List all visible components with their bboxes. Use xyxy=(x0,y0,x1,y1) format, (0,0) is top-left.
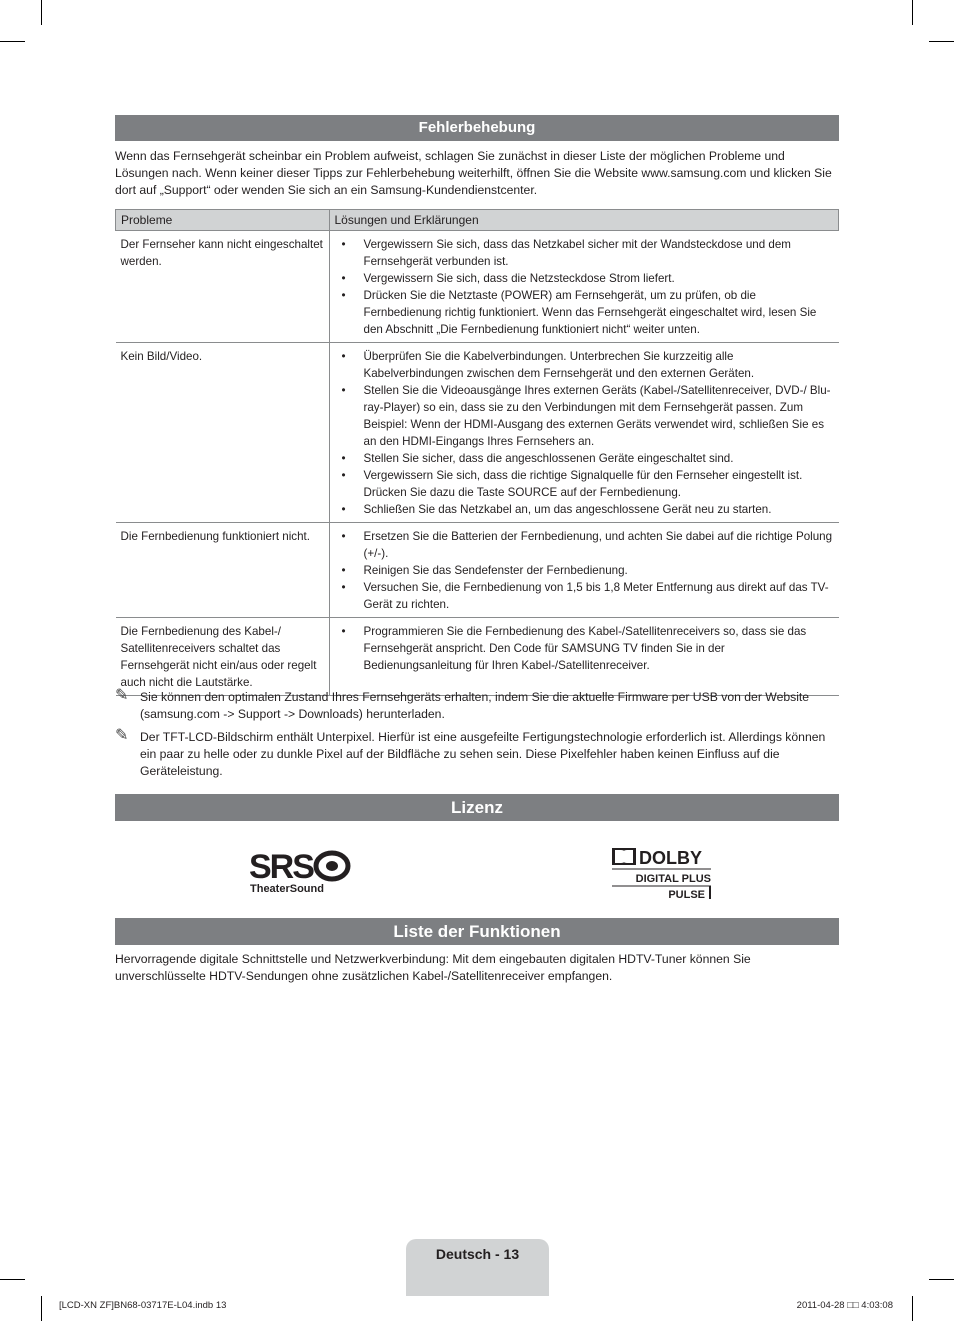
crop-mark xyxy=(929,1279,954,1280)
solution-list xyxy=(338,528,834,613)
solution-cell xyxy=(329,231,839,343)
list-item: • Versuchen Sie, die Fernbedienung von 1,5 bis 1,8 Meter Entfernung aus direkt auf das TV-Gerät zu richten. xyxy=(338,579,834,613)
print-info-right: 2011-04-28 □□ 4:03:08 xyxy=(796,1300,893,1311)
crop-mark xyxy=(41,1296,42,1321)
crop-mark xyxy=(0,41,25,42)
pencil-icon: ✎ xyxy=(115,727,129,744)
problem-cell: Die Fernbedienung des Kabel-/ Satellitenreceivers schaltet das Fernsehgerät nicht ein/aus oder regelt auch nicht die Lautstärke. xyxy=(116,618,330,696)
print-info-left: [LCD-XN ZF]BN68-03717E-L04.indb 13 xyxy=(59,1300,227,1311)
note-text: Der TFT-LCD-Bildschirm enthält Unterpixel. Hierfür ist eine ausgefeilte Fertigungstechnologie erforderlich ist. Allerdings können ein paar zu helle oder zu dunkle Pixel auf der Bildfläche zu sehen sein. Diese Pixelfehler haben keinen Einfluss auf die Geräteleistung. xyxy=(140,730,826,778)
crop-mark xyxy=(912,1296,913,1321)
pencil-icon: ✎ xyxy=(115,687,129,704)
list-item: • Vergewissern Sie sich, dass das Netzkabel sicher mit der Wandsteckdose und dem Fernsehgerät verbunden ist. xyxy=(338,236,834,270)
table-row xyxy=(116,618,839,696)
list-item: • Reinigen Sie das Sendefenster der Fernbedienung. xyxy=(338,562,834,579)
troubleshooting-table xyxy=(115,209,839,696)
solution-cell xyxy=(329,618,839,696)
table-row xyxy=(116,231,839,343)
list-item: • Ersetzen Sie die Batterien der Fernbedienung, und achten Sie dabei auf die richtige Polung (+/-). xyxy=(338,528,834,562)
list-item: • Stellen Sie sicher, dass die angeschlossenen Geräte eingeschaltet sind. xyxy=(338,450,834,467)
problem-cell: Der Fernseher kann nicht eingeschaltet werden. xyxy=(116,231,330,343)
list-item: • Stellen Sie die Videoausgänge Ihres externen Geräts (Kabel-/Satellitenreceiver, DVD-/ Blu-ray-Player) so ein, dass sie zu den Verbindungen mit dem Fernsehgerät passen. Zum Beispiel: Wenn der HDMI-Ausgang des externen Geräts verwendet wird, schließen Sie es an den HDMI-Eingangs Ihres Fernsehers an. xyxy=(338,382,834,450)
solution-cell xyxy=(329,523,839,618)
crop-mark xyxy=(0,1279,25,1280)
intro-paragraph: Wenn das Fernsehgerät scheinbar ein Problem aufweist, schlagen Sie zunächst in dieser Liste der möglichen Probleme und Lösungen nach. Wenn keiner dieser Tipps zur Fehlerbehebung weiterhilft, öffnen Sie die Website www.samsung.com und klicken Sie dort auf „Support“ oder wenden Sie sich an ein Samsung-Kundendienstcenter. xyxy=(115,149,832,197)
column-header-loesungen: Lösungen und Erklärungen xyxy=(329,210,839,231)
note-text: Sie können den optimalen Zustand Ihres Fernsehgeräts erhalten, indem Sie die aktuelle Firmware per USB von der Website (samsung.com -> Support -> Downloads) herunterladen. xyxy=(140,690,810,721)
solution-list xyxy=(338,348,834,518)
crop-mark xyxy=(41,0,42,25)
note-item xyxy=(115,729,839,780)
section-title-lizenz: Lizenz xyxy=(115,794,839,821)
page-number-tab xyxy=(406,1239,549,1296)
list-item: • Vergewissern Sie sich, dass die Netzsteckdose Strom liefert. xyxy=(338,270,834,287)
section-title-fehlerbehebung: Fehlerbehebung xyxy=(115,115,839,141)
list-item: • Drücken Sie die Netztaste (POWER) am Fernsehgerät, um zu prüfen, ob die Fernbedienung richtig funktioniert. Wenn das Fernsehgerät eingeschaltet wird, lesen Sie den Abschnitt „Die Fernbedienung funktioniert nicht“ weiter unten. xyxy=(338,287,834,338)
dolby-logo-text: DOLBY xyxy=(639,848,702,868)
dolby-digital-plus-pulse-logo xyxy=(612,848,714,900)
solution-cell xyxy=(329,343,839,523)
notes xyxy=(115,689,839,786)
dolby-logo-line3: PULSE xyxy=(668,889,705,900)
crop-mark xyxy=(929,41,954,42)
list-item: • Überprüfen Sie die Kabelverbindungen. Unterbrechen Sie kurzzeitig alle Kabelverbindungen zwischen dem Fernsehgerät und den externen Geräten. xyxy=(338,348,834,382)
table-row xyxy=(116,343,839,523)
section-title-liste-der-funktionen: Liste der Funktionen xyxy=(115,918,839,945)
table-header-row xyxy=(116,210,839,231)
crop-mark xyxy=(912,0,913,25)
solution-list xyxy=(338,236,834,338)
dolby-logo-line2: DIGITAL PLUS xyxy=(635,873,711,885)
problem-cell: Die Fernbedienung funktioniert nicht. xyxy=(116,523,330,618)
note-item xyxy=(115,689,839,723)
feature-list-paragraph: Hervorragende digitale Schnittstelle und Netzwerkverbindung: Mit dem eingebauten digitalen HDTV-Tuner können Sie unverschlüsselte HDTV-Sendungen ohne zusätzlichen Kabel-/Satellitenreceiver empfangen. xyxy=(115,952,751,983)
column-header-probleme: Probleme xyxy=(116,210,330,231)
list-item: • Programmieren Sie die Fernbedienung des Kabel-/Satellitenreceivers so, dass sie das Fernsehgerät anspricht. Den Code für SAMSUNG TV finden Sie in der Bedienungsanleitung für Ihren Kabel-/Satellitenreceiver. xyxy=(338,623,834,674)
list-item: • Vergewissern Sie sich, dass die richtige Signalquelle für den Fernseher eingestellt ist. Drücken Sie dazu die Taste SOURCE auf der Fernbedienung. xyxy=(338,467,834,501)
table-row xyxy=(116,523,839,618)
srs-logo-text: SRS xyxy=(249,848,313,886)
solution-list xyxy=(338,623,834,674)
list-item: • Schließen Sie das Netzkabel an, um das angeschlossene Gerät neu zu starten. xyxy=(338,501,834,518)
problem-cell: Kein Bild/Video. xyxy=(116,343,330,523)
page-number-label: Deutsch - 13 xyxy=(435,1246,520,1262)
srs-logo-subtext: TheaterSound xyxy=(250,883,324,895)
srs-theatersound-logo xyxy=(249,846,353,896)
